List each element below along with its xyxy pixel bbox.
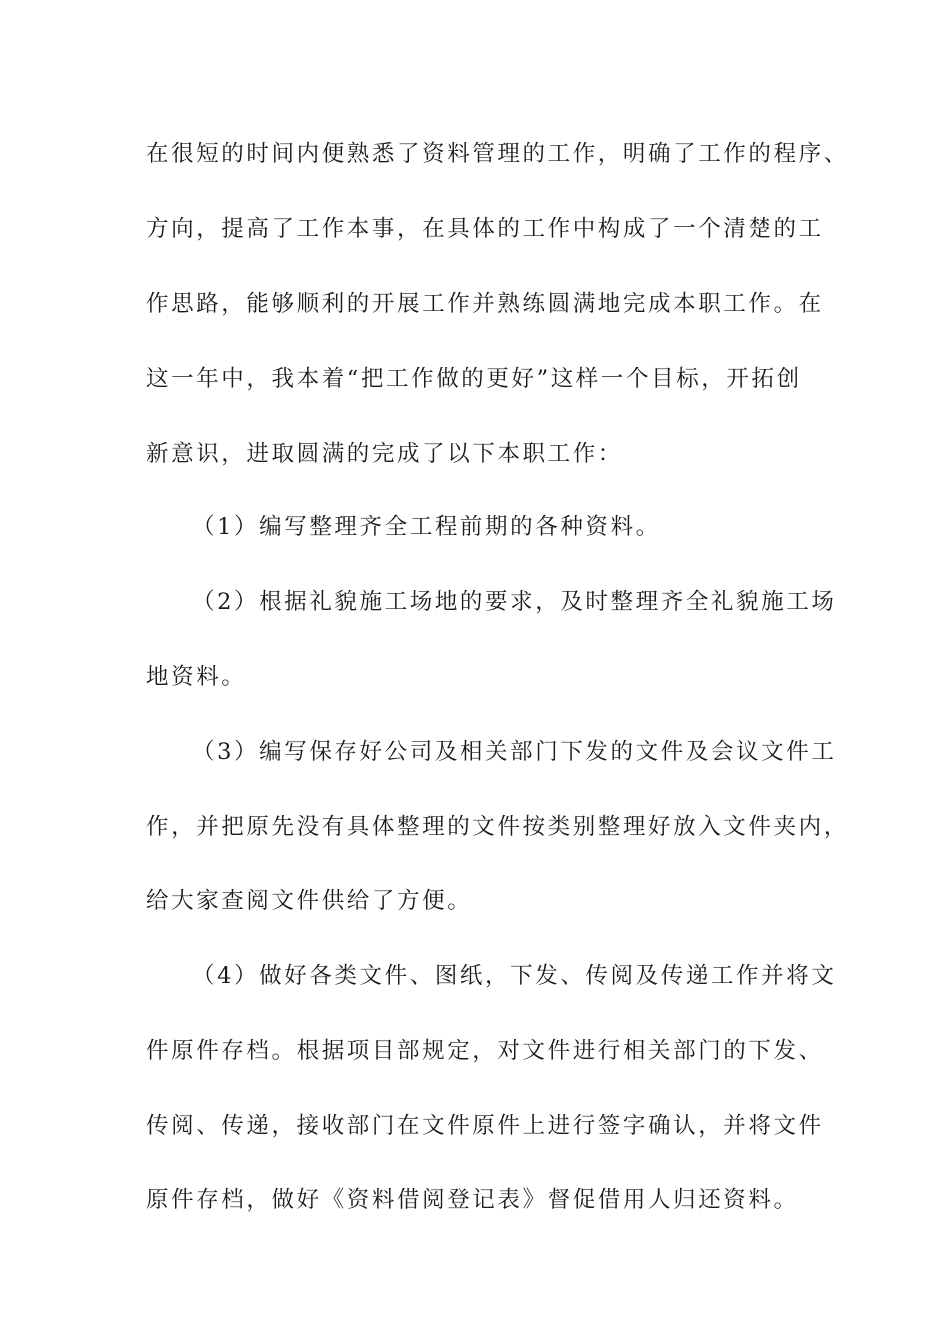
list-item-2: （2）根据礼貌施工场地的要求，及时整理齐全礼貌施工场 (192, 589, 837, 615)
list-item-4: （4）做好各类文件、图纸，下发、传阅及传递工作并将文 (192, 963, 837, 989)
paragraph-line: 这一年中，我本着“把工作做的更好”这样一个目标，开拓创 (146, 366, 802, 392)
paragraph-line: 给大家查阅文件供给了方便。 (146, 888, 473, 914)
paragraph-line: 方向，提高了工作本事，在具体的工作中构成了一个清楚的工 (146, 216, 824, 242)
paragraph-line: 作，并把原先没有具体整理的文件按类别整理好放入文件夹内， (146, 814, 849, 840)
list-item-1: （1）编写整理齐全工程前期的各种资料。 (192, 514, 661, 540)
paragraph-line: 作思路，能够顺利的开展工作并熟练圆满地完成本职工作。在 (146, 291, 824, 317)
paragraph-line: 新意识，进取圆满的完成了以下本职工作： (146, 441, 623, 467)
paragraph-line: 原件存档，做好《资料借阅登记表》督促借用人归还资料。 (146, 1187, 799, 1213)
paragraph-line: 地资料。 (146, 664, 247, 690)
paragraph-line: 件原件存档。根据项目部规定，对文件进行相关部门的下发、 (146, 1038, 824, 1064)
paragraph-line: 传阅、传递，接收部门在文件原件上进行签字确认，并将文件 (146, 1113, 824, 1139)
paragraph-line: 在很短的时间内便熟悉了资料管理的工作，明确了工作的程序、 (146, 141, 849, 167)
list-item-3: （3）编写保存好公司及相关部门下发的文件及会议文件工 (192, 739, 837, 765)
